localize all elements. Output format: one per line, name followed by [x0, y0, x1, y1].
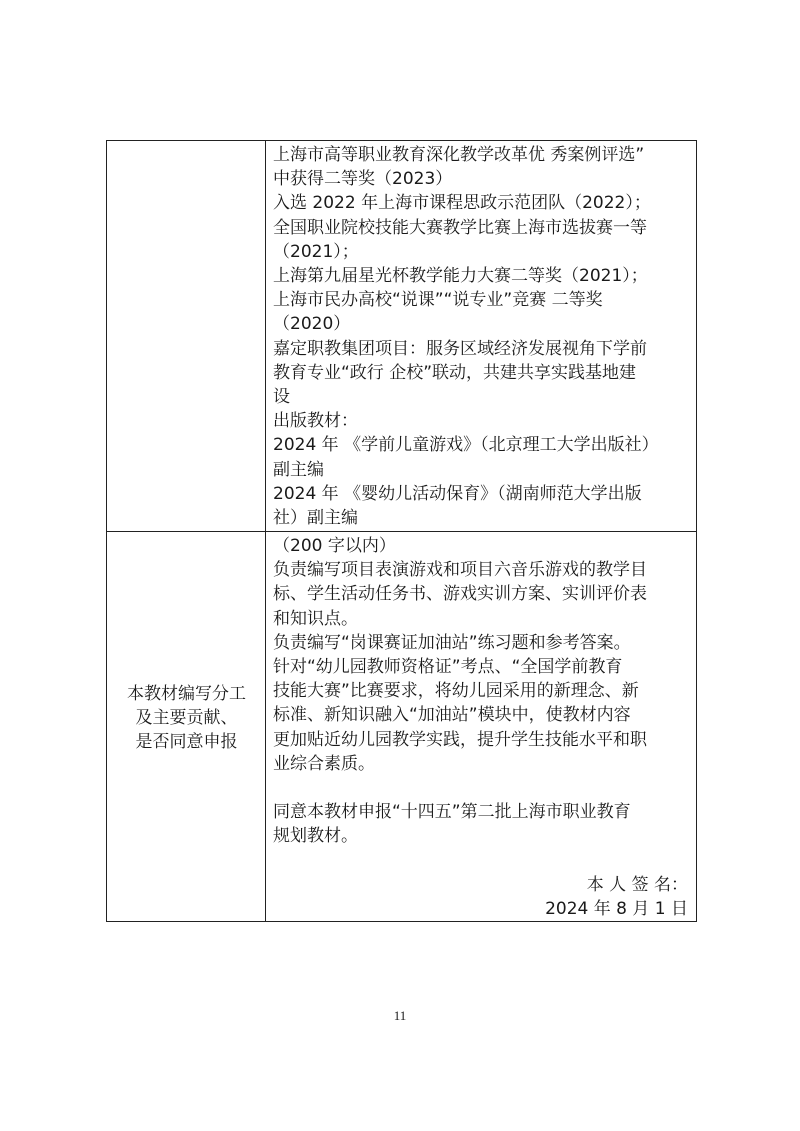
awards-line: 上海市高等职业教育深化教学改革优 秀案例评选” [273, 145, 645, 165]
signature-label: 本 人 签 名： [586, 875, 688, 895]
awards-row [107, 141, 696, 532]
agreement-line: 规划教材。 [273, 826, 358, 847]
awards-line: 出版教材： [273, 411, 358, 432]
contribution-line: 和知识点。 [273, 608, 358, 629]
awards-label-cell [107, 141, 266, 531]
awards-line: 上海市民办高校“说课”“说专业”竞赛 二等奖 [273, 290, 603, 311]
contribution-content-cell [267, 532, 696, 921]
awards-line: 教育专业“政行 企校”联动，共建共享实践基地建 [273, 362, 637, 383]
awards-line: 副主编 [273, 459, 324, 480]
page-number: 11 [393, 1008, 407, 1023]
contribution-line: 更加贴近幼儿园教学实践，提升学生技能水平和职 [273, 729, 647, 750]
contribution-line: 标、学生活动任务书、游戏实训方案、实训评价表 [273, 584, 647, 605]
contribution-line: 负责编写“岗课赛证加油站”练习题和参考答案。 [273, 632, 631, 653]
application-form-table [106, 140, 697, 922]
contribution-line: 负责编写项目表演游戏和项目六音乐游戏的教学目 [273, 560, 647, 581]
contribution-label-cell [107, 532, 266, 921]
awards-content-cell [267, 141, 696, 531]
awards-line: （2020） [273, 314, 351, 335]
awards-line: 设 [273, 387, 290, 408]
awards-line: 上海第九届星光杯教学能力大赛二等奖（2021）； [273, 266, 648, 287]
contribution-label-line: 本教材编写分工 [127, 684, 246, 704]
awards-line: 2024 年 《学前儿童游戏》（北京理工大学出版社） [273, 435, 659, 456]
awards-line: 2024 年 《婴幼儿活动保育》（湖南师范大学出版 [273, 483, 642, 504]
contribution-label-line: 是否同意申报 [135, 732, 238, 752]
contribution-line: （200 字以内） [273, 536, 396, 556]
agreement-line: 同意本教材申报“十四五”第二批上海市职业教育 [273, 802, 631, 823]
signature-date: 2024 年 8 月 1 日 [545, 899, 688, 919]
awards-line: 嘉定职教集团项目：服务区域经济发展视角下学前 [273, 338, 647, 359]
contribution-line: 针对“幼儿园教师资格证”考点、“全国学前教育 [273, 657, 623, 678]
contribution-label-line: 及主要贡献、 [135, 708, 238, 728]
contribution-label [107, 682, 266, 754]
contribution-line: 业综合素质。 [273, 753, 375, 774]
contribution-line: 标准、新知识融入“加油站”模块中，使教材内容 [273, 705, 631, 726]
contribution-row [107, 532, 696, 921]
awards-line: 社）副主编 [273, 508, 358, 529]
awards-line: 全国职业院校技能大赛教学比赛上海市选拔赛一等 [273, 217, 647, 238]
awards-line: 中获得二等奖（2023） [273, 169, 453, 190]
awards-line: 入选 2022 年上海市课程思政示范团队（2022）； [273, 193, 651, 214]
paragraph-gap [273, 776, 690, 800]
contribution-line: 技能大赛”比赛要求，将幼儿园采用的新理念、新 [273, 681, 639, 702]
awards-line: （2021）； [273, 241, 359, 262]
